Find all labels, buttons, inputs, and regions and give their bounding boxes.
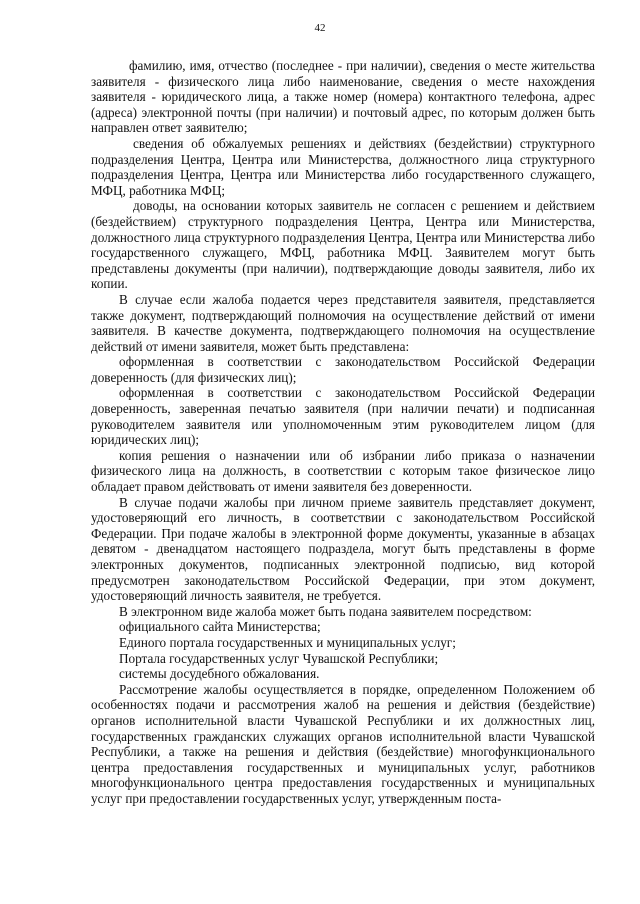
paragraph: доводы, на основании которых заявитель не согласен с решением и действием (бездействием) структурного подразделения Центра, Центра или Министерства, должностного лица структурного подразделения Центра, Центра или Министерства либо государственного служащего, МФЦ, работника МФЦ. Заявителем могут быть представлены документы (при наличии), подтверждающие доводы заявителя, либо их копии. bbox=[91, 198, 595, 292]
paragraph: фамилию, имя, отчество (последнее - при наличии), сведения о месте жительства заявителя - физического лица либо наименование, сведения о месте нахождения заявителя - юридического лица, а также номер (номера) контактного телефона, адрес (адреса) электронной почты (при наличии) и почтовый адрес, по которым должен быть направлен ответ заявителю; bbox=[91, 58, 595, 136]
list-item: официального сайта Министерства; bbox=[119, 619, 321, 635]
page-number: 42 bbox=[314, 22, 326, 34]
list-item: системы досудебного обжалования. bbox=[119, 666, 320, 682]
document-body bbox=[91, 58, 595, 807]
list-item: Портала государственных услуг Чувашской Республики; bbox=[119, 650, 439, 666]
paragraph: В электронном виде жалоба может быть подана заявителем посредством: bbox=[119, 603, 532, 619]
paragraph: Рассмотрение жалобы осуществляется в порядке, определенном Положением об особенностях подачи и рассмотрения жалоб на решения и действия (бездействие) органов исполнительной власти Чувашской Республики и их должностных лиц, государственных гражданских служащих органов исполнительной власти Чувашской Республики, а также на решения и действия (бездействие) многофункционального центра предоставления государственных и муниципальных услуг, работников многофункционального центра предоставления государственных и муниципальных услуг при предоставлении государственных услуг, утвержденным поста- bbox=[91, 681, 595, 806]
paragraph: оформленная в соответствии с законодательством Российской Федерации доверенность, заверенная печатью заявителя (при наличии печати) и подписанная руководителем заявителя или уполномоченным этим руководителем лицом (для юридических лиц); bbox=[91, 385, 595, 448]
paragraph: оформленная в соответствии с законодательством Российской Федерации доверенность (для физических лиц); bbox=[91, 354, 595, 385]
list-item: Единого портала государственных и муниципальных услуг; bbox=[119, 634, 456, 650]
paragraph: копия решения о назначении или об избрании либо приказа о назначении физического лица на должность, в соответствии с которым такое физическое лицо обладает правом действовать от имени заявителя без доверенности. bbox=[91, 447, 595, 495]
paragraph: В случае подачи жалобы при личном приеме заявитель представляет документ, удостоверяющий его личность, в соответствии с законодательством Российской Федерации. При подаче жалобы в электронной форме документы, указанные в абзацах девятом - двенадцатом настоящего подраздела, могут быть представлены в форме электронных документов, подписанных электронной подписью, вид которой предусмотрен законодательством Российской Федерации, при этом документ, удостоверяющий личность заявителя, не требуется. bbox=[91, 494, 595, 604]
paragraph: В случае если жалоба подается через представителя заявителя, представляется также документ, подтверждающий полномочия на осуществление действий от имени заявителя. В качестве документа, подтверждающего полномочия на осуществление действий от имени заявителя, может быть представлена: bbox=[91, 291, 595, 354]
paragraph: сведения об обжалуемых решениях и действиях (бездействии) структурного подразделения Центра, Центра или Министерства, должностного лица структурного подразделения Центра, Центра или Министерства либо государственного служащего, МФЦ, работника МФЦ; bbox=[91, 135, 595, 198]
